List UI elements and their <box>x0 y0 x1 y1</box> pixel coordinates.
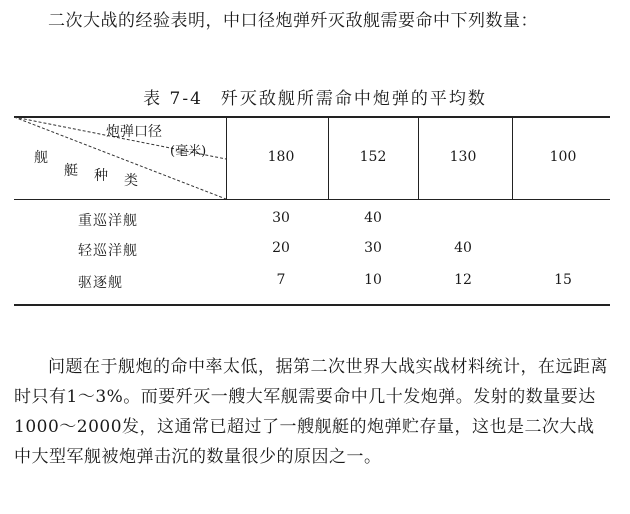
table-column-divider <box>512 117 513 199</box>
body-paragraph: 问题在于舰炮的命中率太低，据第二次世界大战实战材料统计，在远距离时只有1～3%。而要歼灭一艘大军舰需要命中几十发炮弹。发射的数量要达1000～2000发，这通常已超过了一艘舰艇的炮弹贮存量，这也是二次大战中大型军舰被炮弹击沉的数量很少的原因之一。 <box>14 357 608 467</box>
corner-label-char: 舰 <box>34 150 48 166</box>
table-cell: 15 <box>554 272 572 288</box>
column-header: 100 <box>549 149 577 165</box>
column-header: 152 <box>359 149 387 165</box>
table-cell: 12 <box>454 272 472 288</box>
column-header: 180 <box>267 149 295 165</box>
table-caption-text: 歼灭敌舰所需命中炮弹的平均数 <box>220 89 487 109</box>
table-cell: 30 <box>364 240 382 256</box>
table-cell: 7 <box>276 272 286 288</box>
row-label: 驱逐舰 <box>78 275 123 291</box>
table-cell: 20 <box>272 240 290 256</box>
table-header-rule <box>14 199 610 200</box>
table-cell: 40 <box>364 210 382 226</box>
corner-label-char: 艇 <box>64 163 78 179</box>
corner-label-char: 类 <box>124 173 138 189</box>
intro-paragraph: 二次大战的经验表明，中口径炮弹歼灭敌舰需要命中下列数量： <box>48 11 538 31</box>
table-bottom-rule <box>14 304 610 306</box>
table-cell: 10 <box>364 272 382 288</box>
column-header: 130 <box>449 149 477 165</box>
row-label: 轻巡洋舰 <box>78 243 138 259</box>
table-caption-number: 表 7-4 <box>143 89 203 109</box>
table-caption <box>0 84 630 109</box>
corner-label-char: 种 <box>94 168 108 184</box>
corner-header-caliber <box>106 121 162 141</box>
corner-caliber-label: 炮弹口径 <box>106 124 162 140</box>
table-cell: 30 <box>272 210 290 226</box>
table-column-divider <box>226 117 227 199</box>
row-label: 重巡洋舰 <box>78 213 138 229</box>
table-cell: 40 <box>454 240 472 256</box>
corner-header-unit: (毫米) <box>170 144 207 159</box>
